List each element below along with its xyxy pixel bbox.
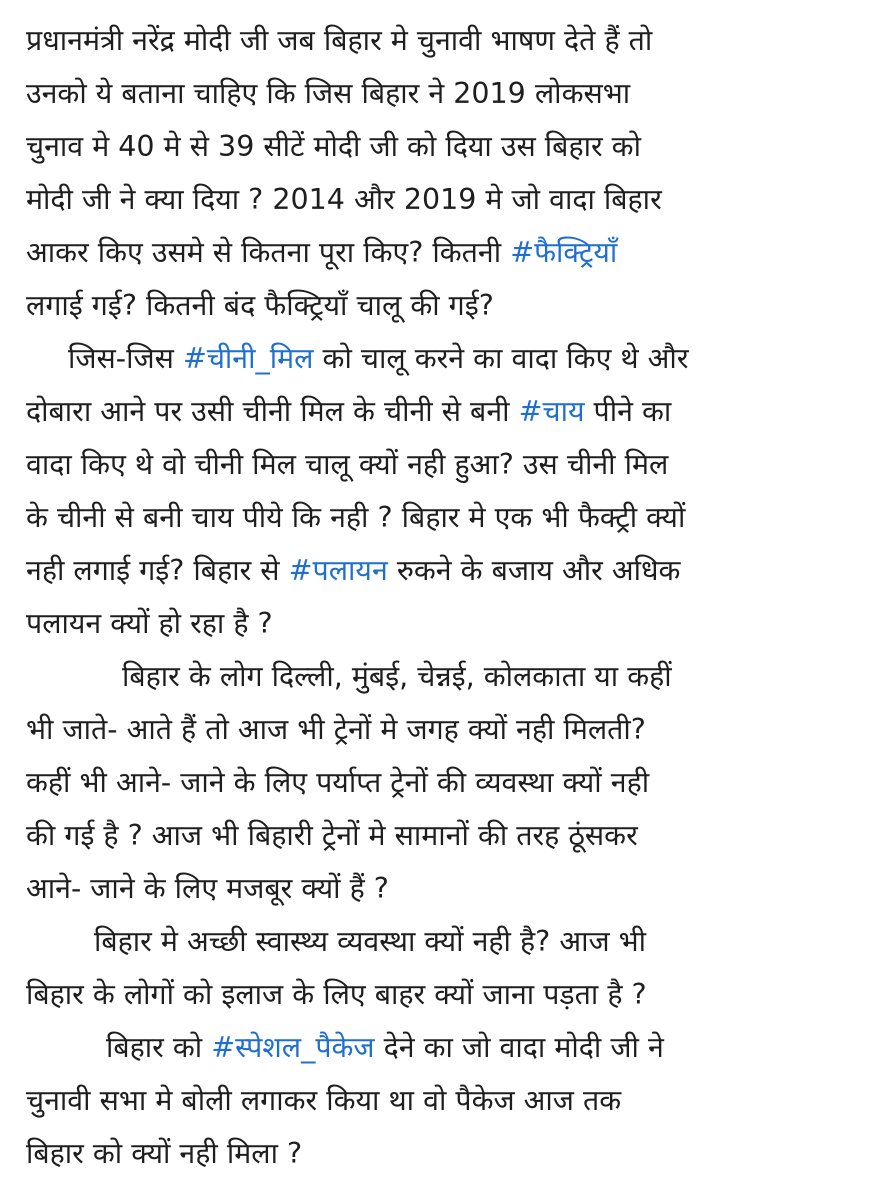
hashtag-link[interactable]: #चीनी_मिल xyxy=(182,342,314,375)
text-line xyxy=(26,226,849,279)
text-segment: की गई है ? आज भी बिहारी ट्रेनों मे सामानों की तरह ठूंसकर xyxy=(26,819,638,852)
text-line xyxy=(26,1074,849,1127)
text-line xyxy=(26,703,849,756)
text-line xyxy=(26,438,849,491)
text-segment: कहीं भी आने- जाने के लिए पर्याप्त ट्रेनों की व्यवस्था क्यों नही xyxy=(26,766,650,799)
text-line xyxy=(26,809,849,862)
text-segment: जिस-जिस xyxy=(68,342,183,375)
text-segment: बिहार के लोगों को इलाज के लिए बाहर क्यों जाना पड़ता है ? xyxy=(26,978,647,1011)
text-segment: बिहार को क्यों नही मिला ? xyxy=(26,1137,303,1170)
text-segment: आने- जाने के लिए मजबूर क्यों हैं ? xyxy=(26,872,389,905)
text-segment: बिहार के लोग दिल्ली, मुंबई, चेन्नई, कोलकाता या कहीं xyxy=(122,660,672,693)
text-line xyxy=(26,544,849,597)
text-segment: बिहार मे अच्छी स्वास्थ्य व्यवस्था क्यों नही है? आज भी xyxy=(94,925,647,958)
text-segment: दोबारा आने पर उसी चीनी मिल के चीनी से बनी xyxy=(26,395,519,428)
paragraph xyxy=(26,650,849,915)
text-line xyxy=(26,862,849,915)
text-segment: के चीनी से बनी चाय पीये कि नही ? बिहार मे एक भी फैक्ट्री क्यों xyxy=(26,501,686,534)
text-segment: उनको ये बताना चाहिए कि जिस बिहार ने 2019 लोकसभा xyxy=(26,77,631,110)
text-line xyxy=(26,332,849,385)
text-line xyxy=(26,597,849,650)
paragraph xyxy=(26,1021,849,1180)
text-segment: चुनावी सभा मे बोली लगाकर किया था वो पैकेज आज तक xyxy=(26,1084,622,1117)
paragraph xyxy=(26,14,849,332)
text-line xyxy=(26,67,849,120)
hashtag-link[interactable]: #स्पेशल_पैकेज xyxy=(211,1031,375,1064)
text-line xyxy=(26,968,849,1021)
text-line xyxy=(26,491,849,544)
text-segment: देने का जो वादा मोदी जी ने xyxy=(374,1031,664,1064)
text-segment: लगाई गई? कितनी बंद फैक्ट्रियाँ चालू की गई? xyxy=(26,289,494,322)
paragraph xyxy=(26,332,849,650)
text-segment: पलायन क्यों हो रहा है ? xyxy=(26,607,273,640)
paragraph xyxy=(26,915,849,1021)
text-segment: पीने का xyxy=(584,395,672,428)
text-segment: को चालू करने का वादा किए थे और xyxy=(313,342,689,375)
hashtag-link[interactable]: #चाय xyxy=(518,395,585,428)
text-line xyxy=(26,385,849,438)
text-segment: चुनाव मे 40 मे से 39 सीटें मोदी जी को दिया उस बिहार को xyxy=(26,130,641,163)
hashtag-link[interactable]: #फैक्ट्रियाँ xyxy=(510,236,618,269)
text-line xyxy=(26,14,849,67)
text-segment: बिहार को xyxy=(106,1031,212,1064)
text-line xyxy=(26,173,849,226)
text-line xyxy=(26,1127,849,1180)
text-segment: रुकने के बजाय और अधिक xyxy=(387,554,681,587)
text-line xyxy=(26,915,849,968)
text-line xyxy=(26,120,849,173)
text-segment: मोदी जी ने क्या दिया ? 2014 और 2019 मे जो वादा बिहार xyxy=(26,183,662,216)
hashtag-link[interactable]: #पलायन xyxy=(288,554,388,587)
text-line xyxy=(26,756,849,809)
text-line xyxy=(26,650,849,703)
text-line xyxy=(26,279,849,332)
text-segment: प्रधानमंत्री नरेंद्र मोदी जी जब बिहार मे चुनावी भाषण देते हैं तो xyxy=(26,24,653,57)
text-segment: आकर किए उसमे से कितना पूरा किए? कितनी xyxy=(26,236,511,269)
text-segment: नही लगाई गई? बिहार से xyxy=(26,554,289,587)
text-line xyxy=(26,1021,849,1074)
text-segment: वादा किए थे वो चीनी मिल चालू क्यों नही हुआ? उस चीनी मिल xyxy=(26,448,669,481)
text-segment: भी जाते- आते हैं तो आज भी ट्रेनों मे जगह क्यों नही मिलती? xyxy=(26,713,646,746)
